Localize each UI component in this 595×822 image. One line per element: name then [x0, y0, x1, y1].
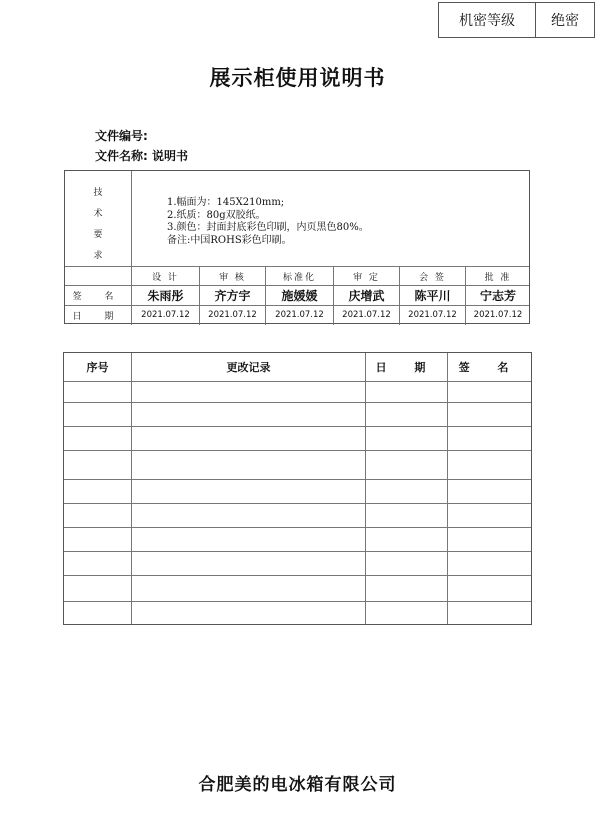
approval-date: 2021.07.12	[342, 310, 391, 320]
table-row	[64, 575, 531, 576]
approval-date: 2021.07.12	[473, 310, 523, 320]
approval-date: 2021.07.12	[208, 310, 257, 320]
log-header-date: 日 期	[375, 361, 438, 374]
approval-date: 2021.07.12	[141, 310, 190, 320]
classification-value: 绝密	[551, 13, 579, 29]
table-row	[64, 402, 531, 403]
requirements-text	[167, 197, 369, 247]
requirement-line: 2.纸质：80g双胶纸。	[167, 209, 266, 221]
signature: 庆增武	[348, 289, 385, 303]
approval-date: 2021.07.12	[275, 310, 324, 320]
role-header: 设 计	[152, 272, 179, 283]
log-header-index: 序号	[86, 361, 109, 374]
divider	[131, 171, 132, 266]
role-header: 审 核	[219, 272, 246, 283]
requirement-line: 3.颜色：封面封底彩色印刷，内页黑色80%。	[167, 222, 369, 233]
table-row	[64, 450, 531, 451]
classification-box	[438, 2, 595, 38]
role-header: 批 准	[484, 272, 512, 283]
doc-name-label: 文件名称: 说明书	[95, 149, 188, 163]
signature: 施媛媛	[281, 289, 318, 303]
table-row	[64, 381, 531, 382]
change-log-table	[63, 352, 532, 625]
table-row	[64, 551, 531, 552]
tech-requirements-label	[65, 183, 131, 267]
spec-approval-table	[64, 170, 530, 324]
log-header-sign: 签 名	[458, 361, 521, 374]
signature: 陈平川	[414, 289, 451, 303]
signature: 朱雨彤	[147, 289, 184, 303]
table-row	[64, 503, 531, 504]
date-row-label: 日 期	[72, 311, 124, 322]
document-title: 展示柜使用说明书	[209, 66, 386, 90]
tech-char: 求	[93, 251, 103, 261]
tech-char: 要	[93, 230, 103, 240]
table-row	[64, 601, 531, 602]
sign-row-label: 签 名	[72, 292, 124, 302]
role-header: 会 签	[419, 272, 446, 283]
tech-char: 技	[93, 188, 103, 198]
requirement-line: 备注:中国ROHS彩色印刷。	[167, 234, 292, 246]
table-row	[64, 426, 531, 427]
table-row	[64, 527, 531, 528]
company-name: 合肥美的电冰箱有限公司	[198, 775, 397, 795]
tech-char: 术	[93, 209, 103, 219]
log-header-record: 更改记录	[226, 361, 271, 374]
requirement-line: 1.幅面为：145X210mm;	[167, 197, 285, 208]
doc-number-label: 文件编号:	[95, 129, 148, 143]
divider	[447, 353, 448, 624]
role-header: 标准化	[282, 272, 316, 283]
signature: 宁志芳	[479, 289, 516, 303]
table-row	[64, 479, 531, 480]
classification-label: 机密等级	[439, 3, 536, 37]
approval-date: 2021.07.12	[408, 310, 457, 320]
divider	[365, 353, 366, 624]
divider	[131, 353, 132, 624]
role-header: 审 定	[353, 272, 380, 283]
signature: 齐方宇	[214, 289, 251, 303]
